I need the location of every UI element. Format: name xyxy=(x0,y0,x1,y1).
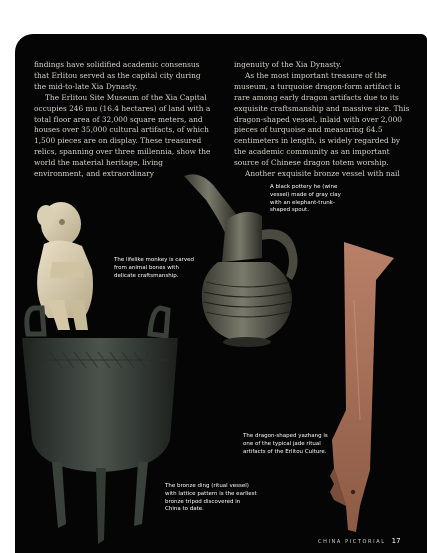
bronze-ding-image xyxy=(22,308,178,544)
paragraph: findings have solidified academic consensus that Erlitou served as the capital city during the mid-to-late Xia Dynasty. xyxy=(34,60,201,91)
magazine-name: CHINA PICTORIAL xyxy=(318,539,386,545)
page-footer xyxy=(318,537,418,547)
jade-yazhang-image xyxy=(330,242,394,532)
bone-monkey-image xyxy=(37,202,93,330)
pottery-caption: A black pottery he (wine vessel) made of gray clay with an elephant-trunk-shaped spout. xyxy=(270,184,341,214)
ding-caption: The bronze ding (ritual vessel) with lattice pattern is the earliest bronze tripod discovered in China to date. xyxy=(165,483,257,513)
page-number: 17 xyxy=(391,537,401,545)
monkey-caption: The lifelike monkey is carved from animal bones with delicate craftsmanship. xyxy=(114,257,195,279)
paragraph: ingenuity of the Xia Dynasty. xyxy=(234,60,342,69)
yazhang-caption: The dragon-shaped yazhang is one of the typical jade ritual artifacts of the Erlitou Culture. xyxy=(243,433,328,455)
paragraph: The Erlitou Site Museum of the Xia Capital occupies 246 mu (16.4 hectares) of land with a total floor area of 32,000 square meters, and houses over 35,000 cultural artifacts, of which 1,500 pieces are on display. These treasured relics, spanning over three millennia, show the world the material heritage, living environment, and extraordinary xyxy=(34,92,211,179)
paragraph: Another exquisite bronze vessel with nail xyxy=(245,169,400,179)
paragraph: As the most important treasure of the museum, a turquoise dragon-form artifact is rare among early dragon artifacts due to its exquisite craftsmanship and massive size. This dragon-shaped vessel, inlaid with over 2,000 pieces of turquoise and measuring 64.5 centimeters in length, is widely regarded by the academic community as an important source of Chinese dragon totem worship. xyxy=(234,70,410,168)
